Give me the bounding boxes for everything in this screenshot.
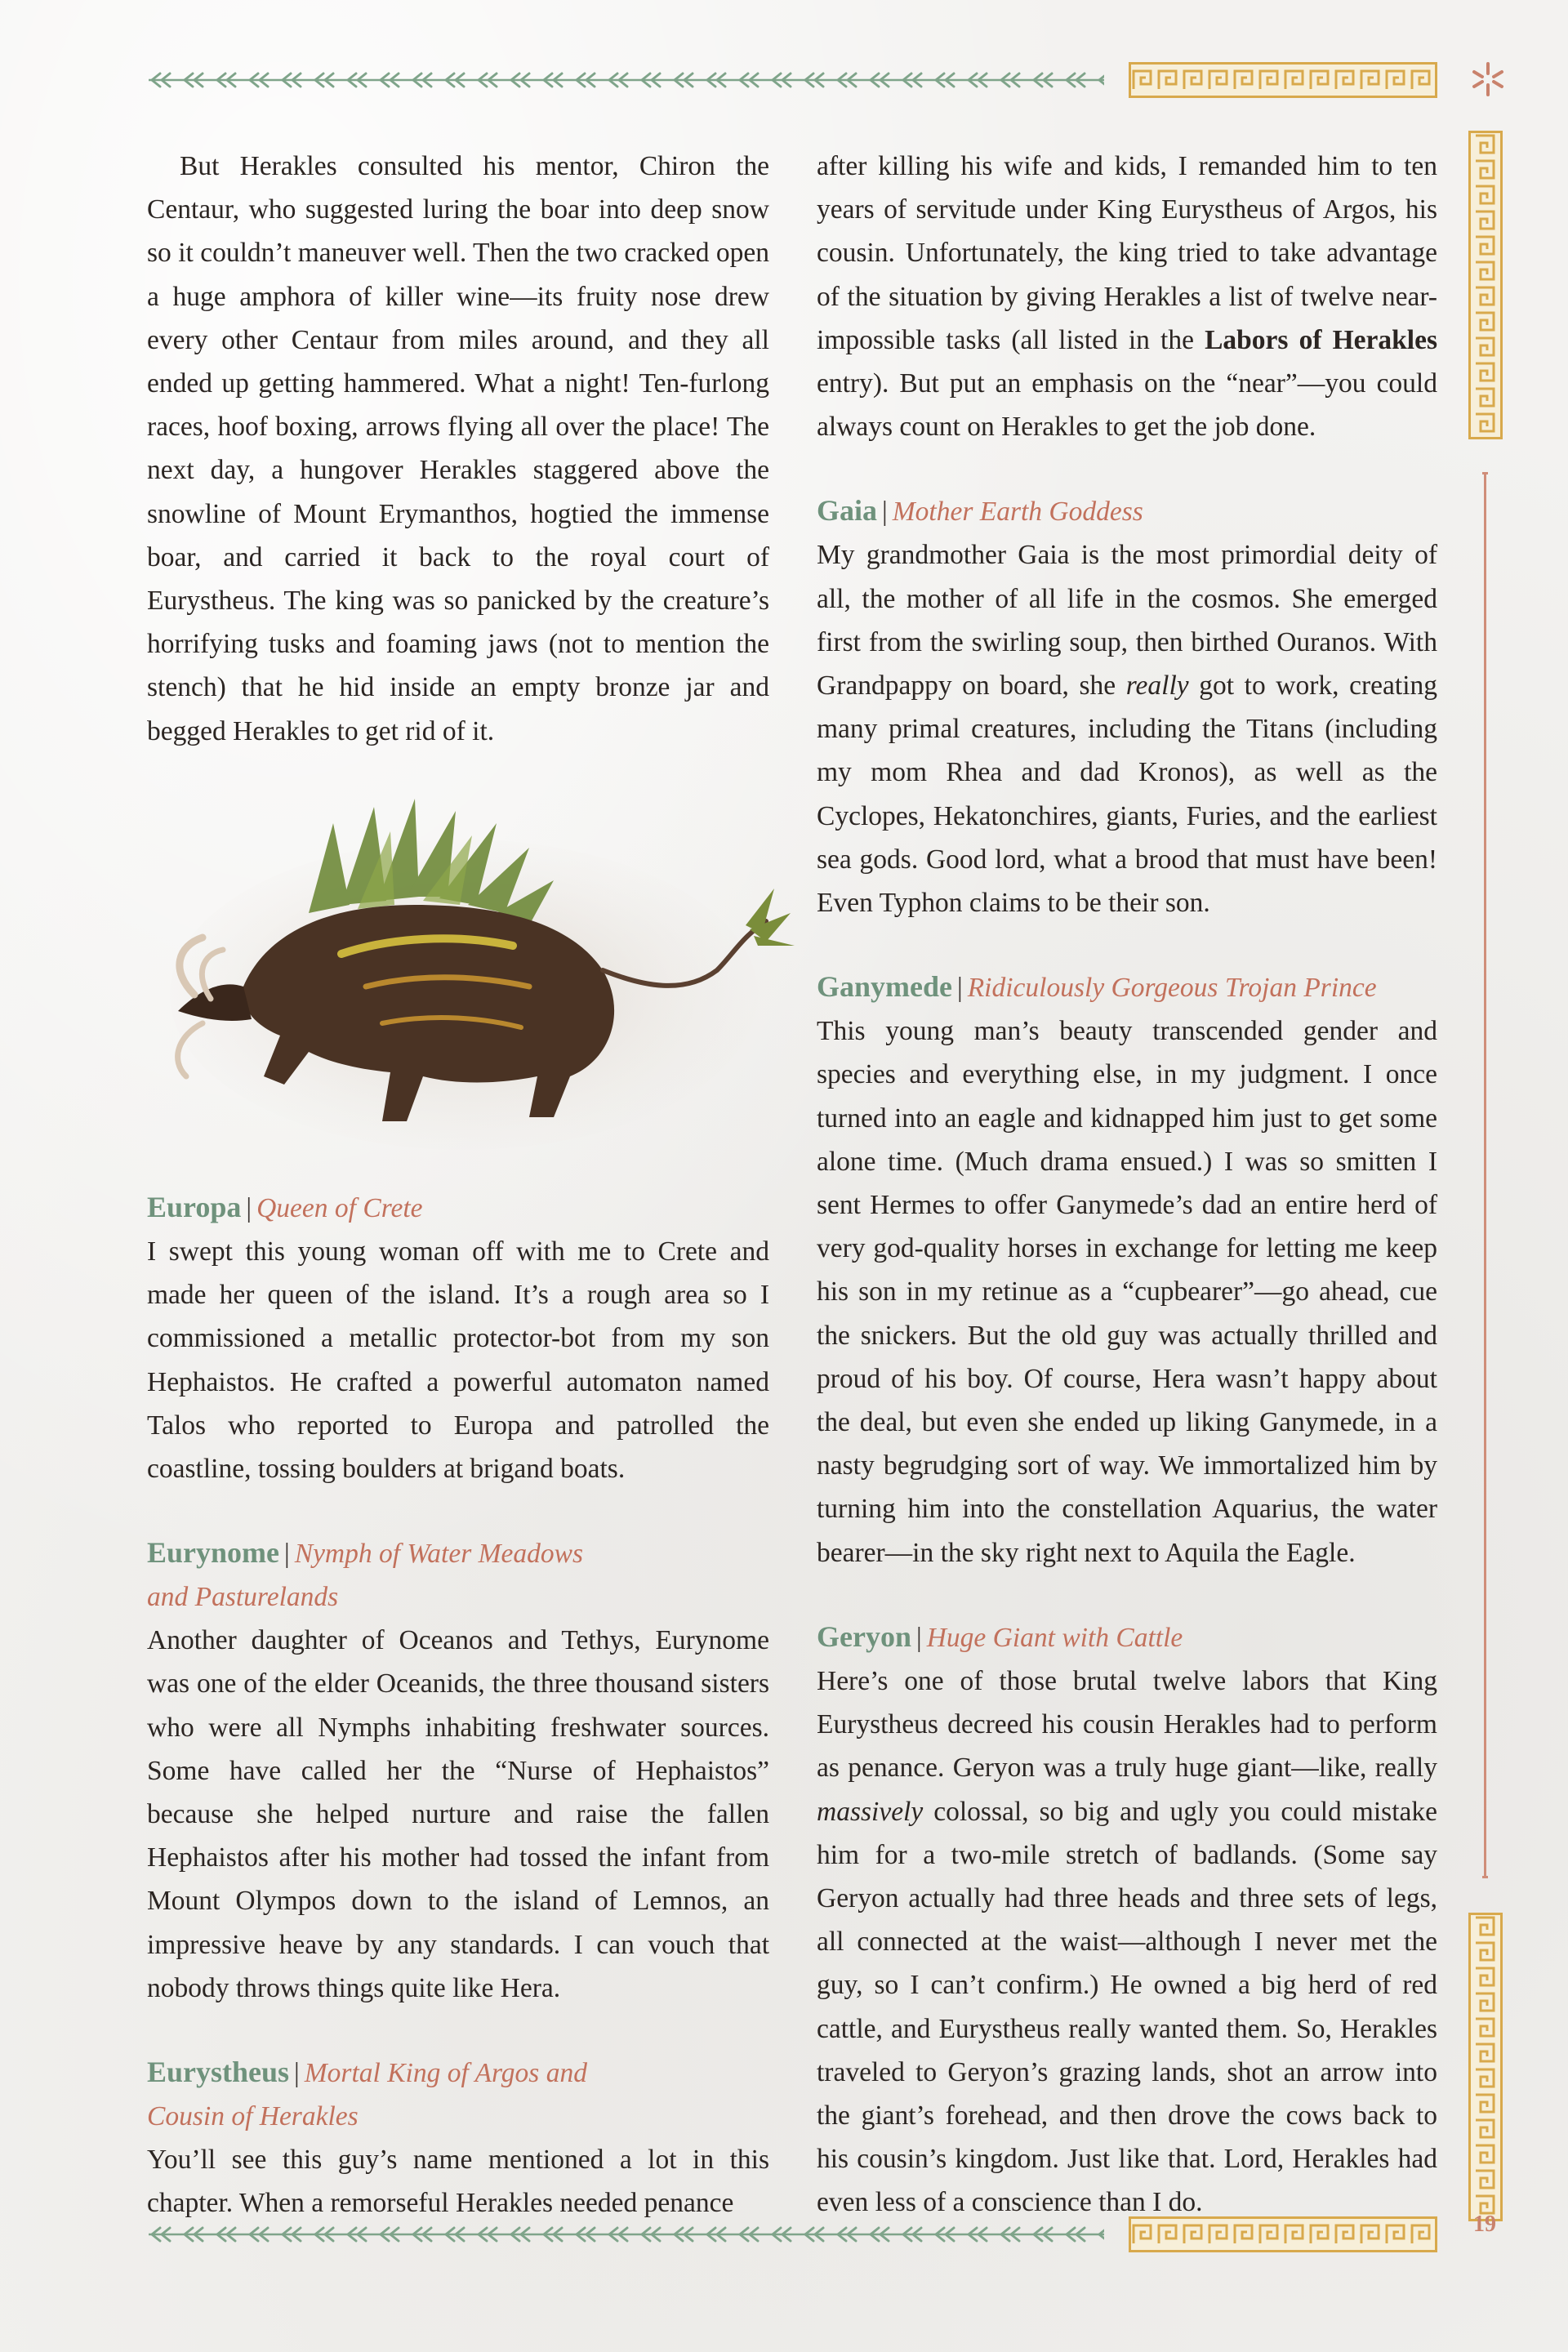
divider-bar: | (294, 2058, 300, 2089)
entry-epithet: Nymph of Water Meadows (294, 1539, 584, 1570)
entry-name: Ganymede (817, 970, 952, 1004)
entry-name: Gaia (817, 494, 878, 528)
emphasis-text: massively (817, 1796, 924, 1827)
entry-epithet: Mortal King of Argos and (304, 2058, 587, 2089)
continuation-text: after killing his wife and kids, I remanded him to ten years of servitude under King Eurystheus of Argos, his cousin. Unfortunately, the king tried to take advantage of the situation by giving Herakles a list of twelve near-impossible tasks (all listed in the (817, 151, 1437, 355)
body-text-end: got to work, creating many primal creatures, including the Titans (including my mom Rhea and dad Kronos), as well as the Cyclopes, Hekatonchires, giants, Furies, and the earliest sea gods. Good lord, what a brood that must have been! Even Typhon claims to be their son. (817, 670, 1437, 919)
entry-gaia (817, 489, 1437, 924)
continuation-paragraph (817, 145, 1437, 448)
entry-body: You’ll see this guy’s name mentioned a lot in this chapter. When a remorseful Herakles needed penance (147, 2145, 769, 2219)
entry-epithet: Ridiculously Gorgeous Trojan Prince (967, 973, 1377, 1004)
intro-paragraph: But Herakles consulted his mentor, Chiron the Centaur, who suggested luring the boar into deep snow so it couldn’t maneuver well. Then the two cracked open a huge amphora of killer wine—its fruity nose drew every other Centaur from miles around, and they all ended up getting hammered. What a night! Ten-furlong races, hoof boxing, arrows flying all over the place! The next day, a hungover Herakles staggered above the snowline of Mount Erymanthos, hogtied the immense boar, and carried it back to the royal court of Eurystheus. The king was so panicked by the creature’s horrifying tusks and foaming jaws (not to mention the stench) that he hid inside an empty bronze jar and begged Herakles to get rid of it. (147, 151, 769, 746)
continuation-text-end: entry). But put an emphasis on the “near”—you could always count on Herakles to get the job done. (817, 368, 1437, 443)
entry-body: I swept this young woman off with me to Crete and made her queen of the island. It’s a rough area so I commissioned a metallic protector-bot from my son Hephaistos. He crafted a powerful automaton named Talos who reported to Europa and patrolled the coastline, tossing boulders at brigand boats. (147, 1236, 769, 1485)
cross-reference-labors: Labors of Herakles (1205, 324, 1437, 355)
page-number: 19 (1473, 2212, 1496, 2237)
left-column (147, 145, 769, 753)
emphasis-text: really (1125, 670, 1189, 702)
entry-heading (817, 489, 1437, 533)
right-column (817, 145, 1437, 2225)
entry-epithet: Queen of Crete (256, 1193, 423, 1223)
entry-heading (817, 1615, 1437, 1659)
top-vine-border (149, 65, 1104, 95)
top-greek-key-band (1129, 62, 1437, 98)
body-text: My grandmother Gaia is the most primordial deity of all, the mother of all life in the cosmos. She emerged first from the swirling soup, then birthed Ouranos. With Grandpappy on board, she (817, 540, 1437, 702)
divider-bar: | (957, 973, 963, 1004)
body-text: Here’s one of those brutal twelve labors that King Eurystheus decreed his cousin Herakles had to perform as penance. Geryon was a truly huge giant—like, really (817, 1665, 1437, 1784)
side-greek-key-top (1468, 131, 1503, 439)
entry-heading-continued (147, 2095, 769, 2138)
entry-name: Eurynome (147, 1536, 279, 1570)
entry-europa (147, 1186, 769, 1490)
entry-epithet-line2: and Pasturelands (147, 1582, 339, 1613)
entry-epithet: Huge Giant with Cattle (926, 1622, 1183, 1653)
entry-name: Geryon (817, 1619, 911, 1653)
erymanthian-boar-illustration (145, 791, 799, 1150)
side-greek-key-bottom (1468, 1913, 1503, 2221)
divider-bar: | (915, 1622, 922, 1653)
side-red-rule (1484, 472, 1486, 1878)
entry-heading (147, 1531, 769, 1575)
left-entries (147, 1186, 769, 2225)
divider-bar: | (284, 1539, 290, 1570)
entry-body (817, 533, 1437, 924)
entry-geryon (817, 1615, 1437, 2225)
entry-body: Another daughter of Oceanos and Tethys, Eurynome was one of the elder Oceanids, the three thousand sisters who were all Nymphs inhabiting freshwater sources. Some have called her the “Nurse of Hephaistos” because she helped nurture and raise the fallen Hephaistos after his mother had tossed the infant from Mount Olympos down to the island of Lemnos, an impressive heave by any standards. I can vouch that nobody throws things quite like Hera. (147, 1625, 769, 2003)
entry-heading (817, 965, 1437, 1009)
entry-heading (147, 2051, 769, 2095)
entry-name: Eurystheus (147, 2056, 290, 2089)
body-text-end: colossal, so big and ugly you could mistake him for a two-mile stretch of badlands. (Some say Geryon actually had three heads and three sets of legs, all connected at the waist—although I never met the guy, so I can’t confirm.) He owned a big herd of red cattle, and Eurystheus really wanted them. So, Herakles traveled to Geryon’s grazing lands, shot an arrow into the giant’s forehead, and then drove the cows back to his cousin’s kingdom. Just like that. Lord, Herakles had even less of a conscience than I do. (817, 1796, 1437, 2218)
entry-heading-continued (147, 1575, 769, 1619)
entry-name: Europa (147, 1191, 242, 1223)
entry-eurynome (147, 1531, 769, 2010)
entry-epithet-line2: Cousin of Herakles (147, 2101, 359, 2132)
entry-ganymede (817, 965, 1437, 1575)
divider-bar: | (882, 497, 888, 528)
ornament-star-icon (1468, 59, 1508, 100)
entry-heading (147, 1186, 769, 1230)
entry-epithet: Mother Earth Goddess (892, 497, 1143, 528)
entry-body (817, 1659, 1437, 2225)
entry-eurystheus (147, 2051, 769, 2225)
divider-bar: | (246, 1193, 252, 1223)
entry-body: This young man’s beauty transcended gender and species and everything else, in my judgment. I once turned into an eagle and kidnapped him just to get some alone time. (Much drama ensued.) I was so smitten I sent Hermes to offer Ganymede’s dad an entire herd of very god-quality horses in exchange for letting me keep his son in my retinue as a “cupbearer”—go ahead, cue the snickers. But the old guy was actually thrilled and proud of his boy. Of course, Hera wasn’t happy about the deal, but even she ended up liking Ganymede, in a nasty begrudging sort of way. We immortalized him by turning him into the constellation Aquarius, the water bearer—in the sky right next to Aquila the Eagle. (817, 1016, 1437, 1568)
